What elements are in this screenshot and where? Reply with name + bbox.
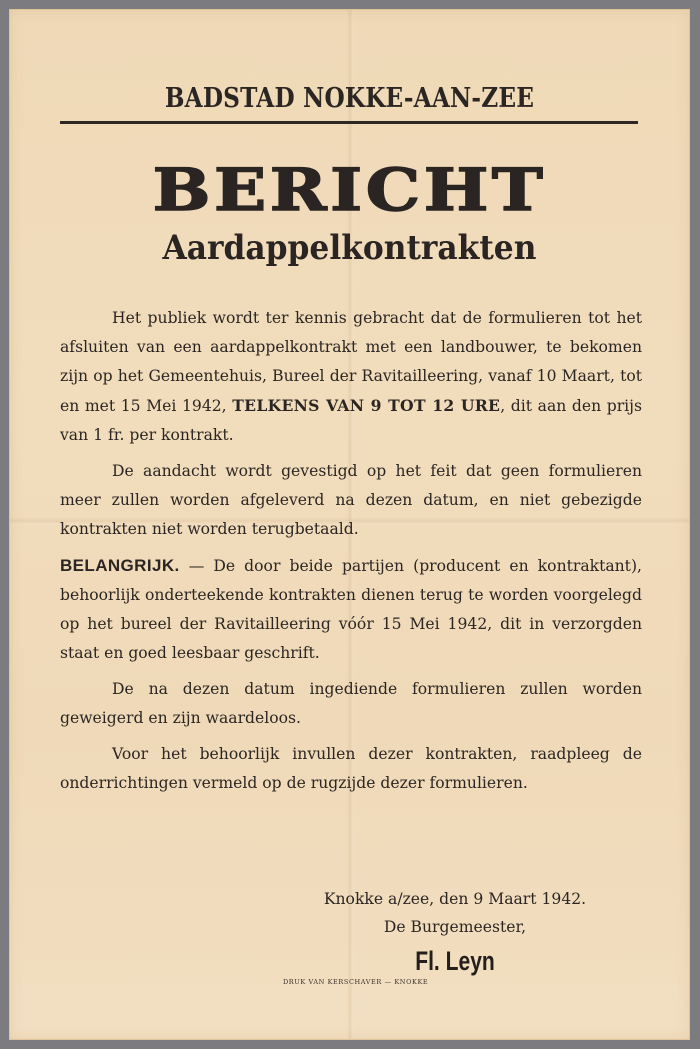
printer-imprint: DRUK VAN KERSCHAVER — KNOKKE	[283, 978, 429, 986]
important-label: BELANGRIJK.	[60, 556, 180, 575]
notice-title: BERICHT	[152, 156, 547, 224]
town-header: BADSTAD NOKKE-AAN-ZEE	[164, 83, 535, 114]
header-rule-divider	[60, 121, 638, 124]
paragraph-no-refund: De aandacht wordt gevestigd op het feit dat geen formulieren meer zullen worden afgeleverd na dezen datum, en niet gebezigde kontrakten niet worden terugbetaald.	[60, 462, 642, 538]
poster-paper	[9, 9, 690, 1040]
notice-subtitle: Aardappelkontrakten	[162, 228, 537, 268]
paragraph-instructions: Voor het behoorlijk invullen dezer kontrakten, raadpleeg de onderrichtingen vermeld op de rugzijde dezer formulieren.	[60, 745, 642, 792]
paragraph-forms-availability	[60, 304, 642, 450]
paragraph-late-forms-rejected: De na dezen datum ingediende formulieren zullen worden geweigerd en zijn waardeloos.	[60, 680, 642, 727]
paragraph-important	[60, 551, 642, 668]
signatory-role: De Burgemeester,	[383, 918, 527, 936]
office-hours-emphasis: TELKENS VAN 9 TOT 12 URE	[232, 396, 501, 415]
paragraph-1-text-a: Het publiek wordt ter kennis gebracht dat de formulieren tot het afsluiten van een aardappelkontrakt met een landbouwer, te bekomen zijn op het Gemeentehuis, Bureel der Ravitailleering, vanaf 10 Maart, tot en met 15 Mei 1942,	[60, 309, 642, 415]
signoff-block	[245, 885, 665, 979]
notice-body	[60, 304, 642, 805]
paragraph-1-text-b: , dit aan den prijs van 1 fr. per kontrakt.	[60, 397, 643, 444]
important-text: — De door beide partijen (producent en kontraktant), behoorlijk onderteekende kontrakten dienen terug te worden voorgelegd op het bureel der Ravitailleering vóór 15 Mei 1942, dit in verzorgden staat en goed leesbaar geschrift.	[60, 557, 642, 662]
place-and-date: Knokke a/zee, den 9 Maart 1942.	[323, 890, 587, 908]
mayor-signature-name: Fl. Leyn	[415, 946, 495, 976]
